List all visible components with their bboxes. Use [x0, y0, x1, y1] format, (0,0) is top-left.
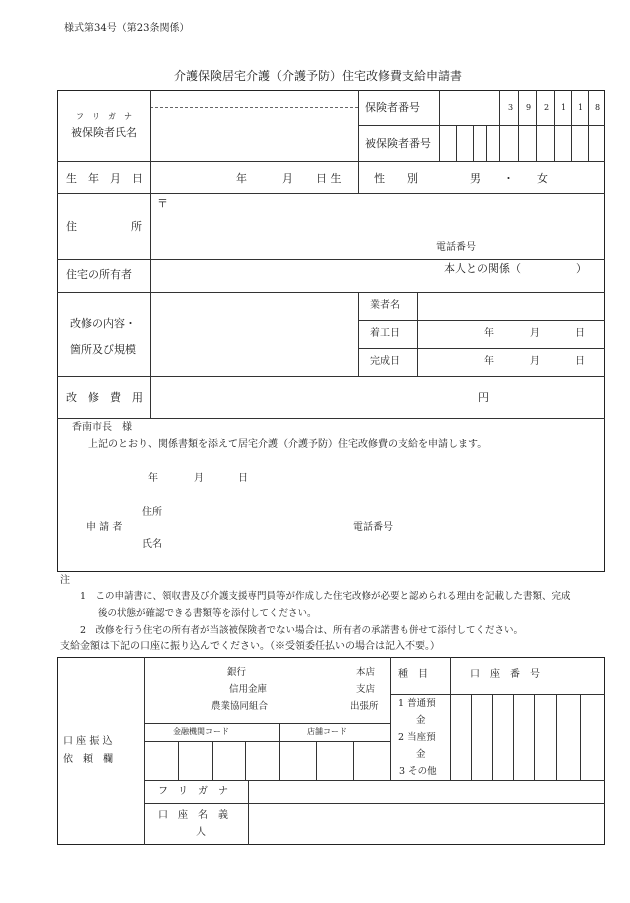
birth-month-unit: 月: [282, 172, 293, 185]
grid-line: [580, 694, 581, 780]
bank-type-1: 銀行: [227, 667, 247, 678]
grid-line: [144, 723, 390, 724]
application-day-unit: 日: [238, 473, 248, 484]
grid-line: [57, 292, 605, 293]
insurer-digit-6: 8: [595, 103, 601, 112]
insurer-digit-1: 3: [508, 103, 514, 112]
holder-label-2: 人: [196, 827, 206, 838]
grid-line: [57, 376, 605, 377]
insured-name-label: 被保険者氏名: [71, 126, 137, 139]
applicant-address-label: 住所: [142, 507, 162, 518]
grid-line: [353, 741, 354, 780]
insured-number-field[interactable]: [440, 127, 604, 160]
cost-field[interactable]: [152, 378, 604, 416]
application-month-unit: 月: [194, 473, 204, 484]
holder-furigana-field[interactable]: [250, 782, 604, 802]
start-day-unit: 日: [575, 328, 585, 339]
address-field[interactable]: [152, 195, 604, 257]
bank-section-label-1: 口 座 振 込: [63, 736, 113, 747]
bank-name-field[interactable]: [146, 659, 389, 722]
renovation-label-2: 箇所及び規模: [70, 343, 136, 356]
grid-line: [245, 741, 246, 780]
grid-line: [534, 694, 535, 780]
notes-heading: 注: [60, 575, 70, 586]
branch-code-label: 店舗コード: [307, 727, 347, 736]
grid-line: [279, 723, 280, 780]
grid-line: [450, 657, 451, 780]
insurer-digit-2: 9: [526, 103, 532, 112]
branch-type-2: 支店: [356, 684, 376, 695]
form-number: 様式第34号（第23条関係）: [64, 23, 190, 34]
account-type-2a[interactable]: 2 当座預: [398, 732, 436, 743]
account-type-label: 種 目: [398, 669, 428, 680]
owner-label: 住宅の所有者: [66, 268, 132, 281]
renovation-label-1: 改修の内容・: [70, 317, 136, 330]
grid-line: [358, 348, 605, 349]
completion-year-unit: 年: [484, 356, 494, 367]
start-month-unit: 月: [530, 328, 540, 339]
insurer-number-label: 保険者番号: [365, 101, 420, 114]
sex-male-option[interactable]: 男: [470, 172, 481, 185]
grid-line: [144, 741, 390, 742]
address-label-1: 住: [66, 220, 77, 233]
branch-type-1: 本店: [356, 667, 376, 678]
grid-line: [212, 741, 213, 780]
grid-line: [144, 780, 605, 781]
note-1-line-1: 1 この申請書に、領収書及び介護支援専門員等が作成した住宅改修が必要と認められる理由を記載した書類、完成: [80, 591, 571, 602]
grid-line: [358, 320, 605, 321]
insured-name-field[interactable]: [152, 109, 356, 159]
postal-mark: 〒: [157, 197, 168, 210]
grid-line: [316, 741, 317, 780]
bank-type-3: 農業協同組合: [211, 701, 269, 712]
start-date-label: 着工日: [370, 328, 400, 339]
account-number-label: 口 座 番 号: [470, 669, 540, 680]
start-year-unit: 年: [484, 328, 494, 339]
insurer-digit-5: 1: [578, 103, 584, 112]
insurer-digit-3: 2: [544, 103, 550, 112]
grid-line: [57, 259, 605, 260]
grid-line: [178, 741, 179, 780]
relation-label: 本人との関係（ ）: [444, 262, 587, 275]
grid-line: [390, 657, 391, 780]
branch-type-3: 出張所: [350, 701, 379, 712]
completion-month-unit: 月: [530, 356, 540, 367]
grid-line: [57, 161, 605, 162]
birth-day-unit: 日 生: [316, 172, 342, 185]
insured-number-label: 被保険者番号: [365, 137, 431, 150]
sex-separator: ・: [503, 172, 514, 185]
sex-female-option[interactable]: 女: [537, 172, 548, 185]
holder-furigana-label: フ リ ガ ナ: [158, 786, 228, 797]
grid-line: [390, 694, 605, 695]
insurer-digit-4: 1: [561, 103, 567, 112]
grid-line: [513, 694, 514, 780]
account-type-3[interactable]: 3 その他: [399, 766, 437, 777]
applicant-name-label: 氏名: [142, 539, 162, 550]
holder-name-field[interactable]: [250, 805, 604, 844]
application-statement: 上記のとおり、関係書類を添えて居宅介護（介護予防）住宅改修費の支給を申請します。: [88, 439, 488, 450]
grid-line: [358, 90, 359, 193]
institution-code-label: 金融機関コード: [173, 727, 229, 736]
grid-line: [358, 125, 605, 126]
account-type-2b: 金: [416, 749, 426, 760]
cost-label: 改 修 費 用: [66, 391, 143, 404]
holder-label-1: 口 座 名 義: [158, 810, 228, 821]
grid-line: [556, 694, 557, 780]
grid-line: [248, 780, 249, 845]
note-1-line-2: 後の状態が確認できる書類等を添付してください。: [98, 608, 317, 619]
application-year-unit: 年: [148, 473, 158, 484]
contractor-field[interactable]: [419, 294, 604, 319]
grid-line: [358, 292, 359, 376]
applicant-label: 申 請 者: [86, 522, 123, 533]
bank-type-2: 信用金庫: [229, 684, 268, 695]
completion-date-label: 完成日: [370, 356, 400, 367]
grid-line: [144, 657, 145, 845]
account-type-1a[interactable]: 1 普通預: [398, 698, 436, 709]
yen-unit: 円: [478, 391, 489, 404]
grid-line: [417, 292, 418, 376]
grid-line: [471, 694, 472, 780]
addressee: 香南市長 様: [72, 422, 132, 433]
bank-section-label-2: 依 頼 欄: [63, 754, 113, 765]
note-2: 2 改修を行う住宅の所有者が当該被保険者でない場合は、所有者の承諾書も併せて添付してください。: [80, 625, 524, 636]
payment-note: 支給金額は下記の口座に振り込んでください。（※受領委任払いの場合は記入不要。）: [60, 641, 440, 652]
grid-line: [144, 803, 605, 804]
address-label-2: 所: [131, 220, 142, 233]
renovation-field[interactable]: [152, 294, 356, 374]
account-type-1b: 金: [416, 715, 426, 726]
birth-year-unit: 年: [236, 172, 247, 185]
address-phone-label: 電話番号: [436, 242, 476, 253]
furigana-label: フ リ ガ ナ: [76, 112, 132, 121]
applicant-phone-label: 電話番号: [353, 522, 393, 533]
grid-line: [57, 418, 605, 419]
page-title: 介護保険居宅介護（介護予防）住宅改修費支給申請書: [173, 69, 463, 83]
grid-line: [150, 90, 151, 418]
sex-label: 性 別: [374, 172, 418, 185]
completion-day-unit: 日: [575, 356, 585, 367]
grid-line: [150, 107, 358, 108]
birth-date-label: 生 年 月 日: [66, 172, 143, 185]
grid-line: [492, 694, 493, 780]
grid-line: [57, 193, 605, 194]
contractor-label: 業者名: [370, 300, 400, 311]
